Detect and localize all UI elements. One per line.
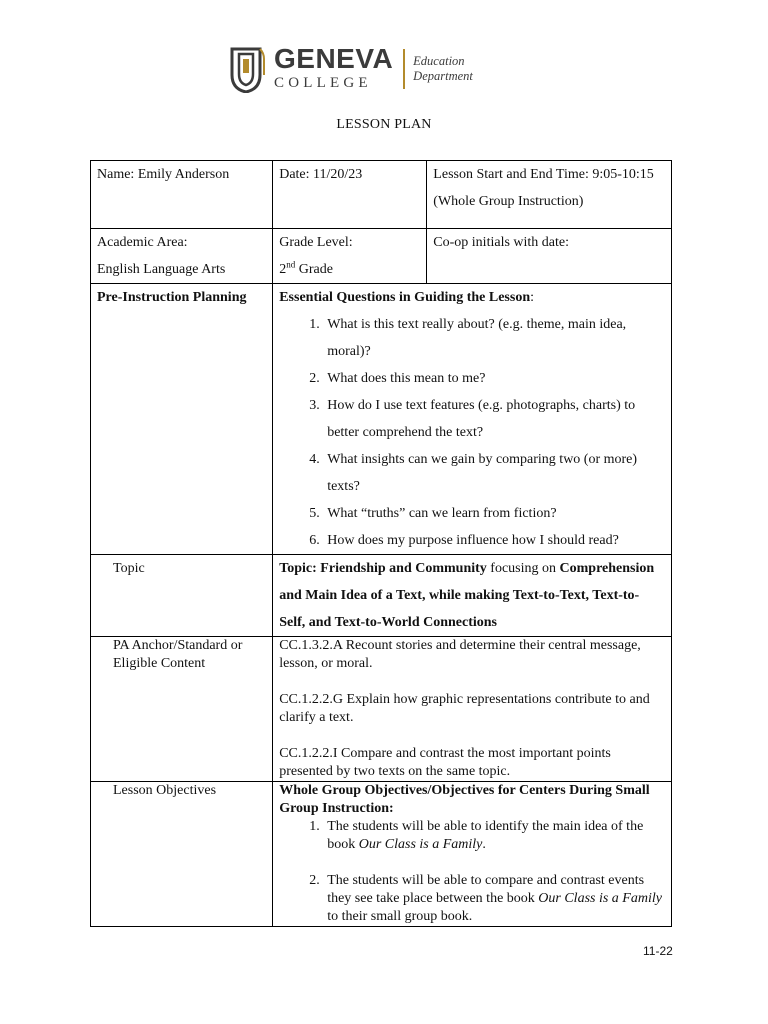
list-item: 1. What is this text really about? (e.g. theme, main idea, moral)? xyxy=(323,311,665,365)
objectives-cell xyxy=(273,782,672,927)
standards-label: PA Anchor/Standard or Eligible Content xyxy=(91,637,273,782)
document-title: LESSON PLAN xyxy=(336,117,432,132)
book-title: Our Class is a Family xyxy=(358,837,483,852)
grade-number: 2 xyxy=(279,262,287,277)
list-item: 2. What does this mean to me? xyxy=(323,365,665,392)
grade-word: Grade xyxy=(298,262,333,277)
logo-dept-line2: Department xyxy=(413,69,473,83)
academic-area-cell xyxy=(91,229,273,284)
grade-level-label: Grade Level: xyxy=(279,235,353,250)
objective-text: The students will be able to identify the main idea of the book xyxy=(327,819,644,852)
coop-cell: Co-op initials with date: xyxy=(427,229,672,284)
list-item xyxy=(323,818,665,854)
logo-wordmark xyxy=(274,43,394,92)
geneva-college-logo xyxy=(230,44,480,94)
essential-questions-list xyxy=(279,311,665,554)
essential-questions-cell xyxy=(273,284,672,555)
page-number: 11-22 xyxy=(643,944,673,958)
logo-department xyxy=(413,54,473,84)
objectives-row xyxy=(91,782,672,927)
area-row xyxy=(91,229,672,284)
name-cell: Name: Emily Anderson xyxy=(91,161,273,229)
objective-end: to their small group book. xyxy=(327,909,473,924)
book-title: Our Class is a Family xyxy=(538,891,662,906)
grade-level-value xyxy=(279,256,420,283)
standards-row xyxy=(91,637,672,782)
essential-questions-colon: : xyxy=(530,290,534,305)
pre-instruction-row xyxy=(91,284,672,555)
list-item: 6. How does my purpose influence how I should read? xyxy=(323,527,665,554)
list-item: 3. How do I use text features (e.g. photographs, charts) to better comprehend the text? xyxy=(323,392,665,446)
academic-area-label: Academic Area: xyxy=(97,235,188,250)
standard-item: CC.1.2.2.I Compare and contrast the most important points presented by two texts on the same topic. xyxy=(279,746,611,779)
essential-questions-heading: Essential Questions in Guiding the Lesson xyxy=(279,290,531,305)
list-item: 4. What insights can we gain by comparing two (or more) texts? xyxy=(323,446,665,500)
topic-mid: focusing on xyxy=(486,561,560,576)
topic-rest: Comprehension and Main Idea of a Text, while making Text-to-Text, Text-to-Self, and Text-to-World Connections xyxy=(279,561,655,630)
objective-end: . xyxy=(482,837,486,852)
grade-level-cell xyxy=(273,229,427,284)
lesson-plan-table xyxy=(90,160,672,927)
geneva-shield-icon xyxy=(230,45,266,93)
time-cell: Lesson Start and End Time: 9:05-10:15 (Whole Group Instruction) xyxy=(427,161,672,229)
objectives-heading: Whole Group Objectives/Objectives for Centers During Small Group Instruction: xyxy=(279,783,650,816)
logo-divider xyxy=(403,49,405,89)
topic-lead: Topic: Friendship and Community xyxy=(279,561,487,576)
standard-item: CC.1.3.2.A Recount stories and determine their central message, lesson, or moral. xyxy=(279,638,641,671)
objectives-list xyxy=(279,818,665,926)
list-item: 5. What “truths” can we learn from fiction? xyxy=(323,500,665,527)
logo-sub: COLLEGE xyxy=(274,75,372,91)
pre-instruction-label: Pre-Instruction Planning xyxy=(91,284,273,555)
list-item xyxy=(323,872,665,926)
topic-label: Topic xyxy=(91,555,273,637)
topic-cell xyxy=(273,555,672,637)
standard-item: CC.1.2.2.G Explain how graphic representations contribute to and clarify a text. xyxy=(279,692,650,725)
date-cell: Date: 11/20/23 xyxy=(273,161,427,229)
topic-row xyxy=(91,555,672,637)
grade-suffix: nd xyxy=(286,259,296,270)
objective-text: The students will be able to compare and contrast events they see take place between the book xyxy=(327,873,645,906)
academic-area-value: English Language Arts xyxy=(97,262,226,277)
logo-dept-line1: Education xyxy=(413,54,465,68)
standards-cell xyxy=(273,637,672,782)
header-row xyxy=(91,161,672,229)
logo-name: GENEVA xyxy=(274,43,394,74)
objectives-label: Lesson Objectives xyxy=(91,782,273,927)
